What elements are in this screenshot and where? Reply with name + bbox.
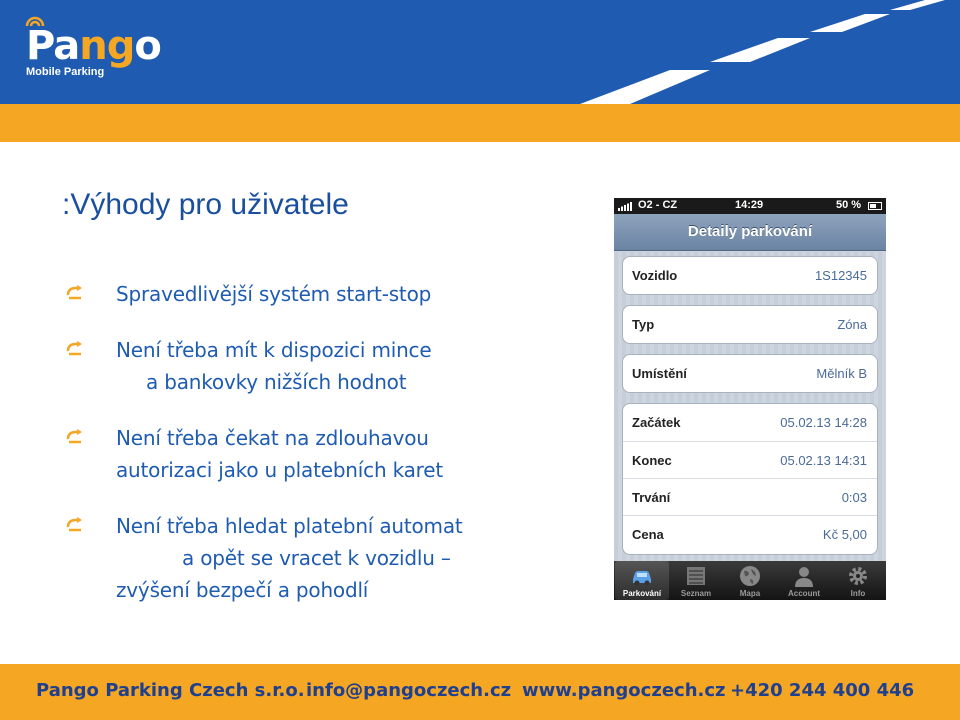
- pango-logo[interactable]: [22, 16, 161, 88]
- car-icon: [630, 564, 654, 588]
- orange-stripe: [0, 104, 960, 142]
- gear-icon: [846, 564, 870, 588]
- row-value: 05.02.13 14:31: [780, 453, 867, 468]
- row-label: Trvání: [632, 490, 671, 505]
- row-value: Kč 5,00: [822, 527, 867, 542]
- row-value: 0:03: [841, 490, 867, 505]
- list-icon: [684, 564, 708, 588]
- row-label: Cena: [632, 527, 664, 542]
- tab-seznam[interactable]: [669, 561, 723, 600]
- battery-icon: [868, 202, 882, 210]
- row-value: 1S12345: [814, 268, 867, 283]
- bullet-text-continued: a opět se vracet k vozidlu –: [182, 546, 451, 570]
- bullet-text-continued: a bankovky nižších hodnot: [146, 370, 407, 394]
- row-label: Vozidlo: [632, 268, 678, 283]
- row-value: Zóna: [837, 317, 867, 332]
- curved-arrow-icon: [66, 429, 86, 447]
- footer-email-link[interactable]: info@pangoczech.cz: [306, 680, 512, 701]
- detail-card-vehicle[interactable]: [622, 256, 878, 295]
- logo-wordmark: Pango: [26, 23, 161, 69]
- person-icon: [792, 564, 816, 588]
- bullet-text-continued: autorizaci jako u platebních karet: [116, 458, 443, 482]
- carrier-label: O2 - CZ: [638, 199, 678, 211]
- bullet-text: Není třeba mít k dispozici mince: [116, 338, 432, 362]
- road-lines-decoration: [560, 0, 960, 104]
- bullet-item: [66, 282, 536, 312]
- tab-info[interactable]: [831, 561, 885, 600]
- footer-company: Pango Parking Czech s.r.o.: [36, 680, 305, 701]
- header-bar: [0, 0, 960, 104]
- details-list: [614, 252, 886, 561]
- tab-label: Parkování: [622, 589, 662, 598]
- detail-row: [623, 404, 877, 441]
- row-label: Konec: [632, 453, 672, 468]
- tab-label: Mapa: [739, 589, 761, 598]
- nav-title: Detaily parkování: [687, 223, 813, 240]
- phone-status-bar: [614, 198, 886, 214]
- detail-row: [623, 441, 877, 478]
- globe-icon: [738, 564, 762, 588]
- slide-title: :Výhody pro uživatele: [62, 188, 349, 221]
- tab-account[interactable]: [777, 561, 831, 600]
- footer-phone: +420 244 400 446: [730, 680, 915, 701]
- tab-parkovani[interactable]: [615, 561, 669, 600]
- phone-nav-bar: [614, 214, 886, 251]
- detail-row: [623, 355, 877, 392]
- footer-bar: [0, 664, 960, 720]
- detail-row: [623, 306, 877, 343]
- footer-web-link[interactable]: www.pangoczech.cz: [522, 680, 726, 701]
- phone-screenshot: [614, 198, 886, 600]
- curved-arrow-icon: [66, 517, 86, 535]
- detail-row: [623, 478, 877, 515]
- tab-label: Account: [788, 589, 820, 598]
- detail-row: [623, 515, 877, 552]
- detail-card-location[interactable]: [622, 354, 878, 393]
- status-time: 14:29: [735, 199, 764, 211]
- tab-mapa[interactable]: [723, 561, 777, 600]
- detail-card-type[interactable]: [622, 305, 878, 344]
- bullet-item: [66, 514, 536, 606]
- detail-row: [623, 257, 877, 294]
- bullet-item: [66, 426, 536, 486]
- tab-label: Info: [850, 589, 866, 598]
- bullet-text: Není třeba čekat na zdlouhavou: [116, 426, 429, 450]
- row-label: Začátek: [632, 415, 681, 430]
- detail-card-timing: [622, 403, 878, 555]
- row-label: Umístění: [632, 366, 687, 381]
- bullet-text-continued: zvýšení bezpečí a pohodlí: [116, 578, 369, 602]
- curved-arrow-icon: [66, 341, 86, 359]
- curved-arrow-icon: [66, 285, 86, 303]
- tab-label: Seznam: [680, 589, 712, 598]
- bullet-text: Není třeba hledat platební automat: [116, 514, 463, 538]
- bullet-text: Spravedlivější systém start-stop: [116, 282, 432, 306]
- battery-percent: 50 %: [836, 199, 862, 211]
- row-value: Mělník B: [816, 366, 867, 381]
- signal-bars-icon: [618, 202, 634, 211]
- bullet-item: [66, 338, 536, 398]
- row-value: 05.02.13 14:28: [780, 415, 867, 430]
- logo-subtitle: Mobile Parking: [26, 66, 105, 78]
- row-label: Typ: [632, 317, 655, 332]
- phone-tab-bar: [614, 561, 886, 600]
